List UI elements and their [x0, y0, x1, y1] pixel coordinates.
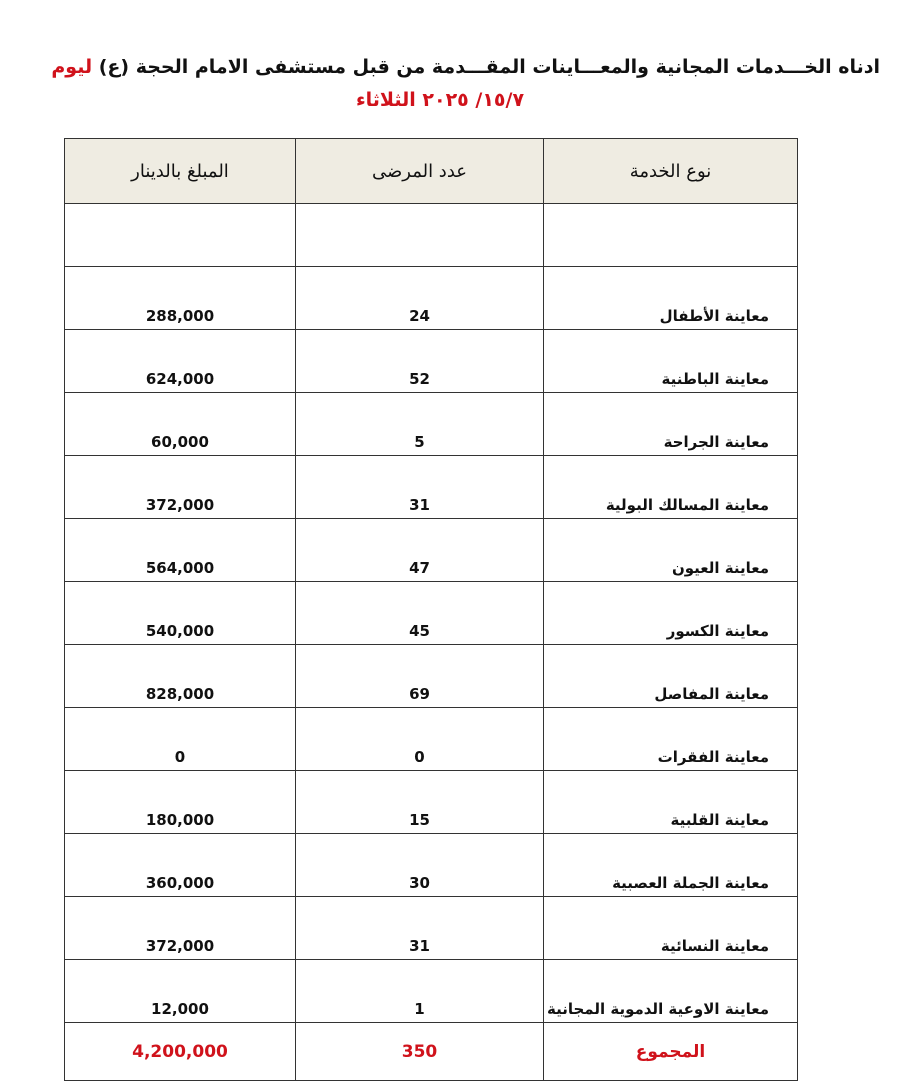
patients-cell: 1 — [296, 960, 544, 1023]
amount-cell: 0 — [65, 708, 296, 771]
table-row — [65, 834, 798, 897]
total-row — [65, 1023, 798, 1081]
table-row — [65, 393, 798, 456]
patients-cell: 31 — [296, 897, 544, 960]
service-cell: معاينة الباطنية — [544, 330, 798, 393]
amount-cell: 180,000 — [65, 771, 296, 834]
amount-cell: 564,000 — [65, 519, 296, 582]
amount-cell: 540,000 — [65, 582, 296, 645]
report-date: ١٥/٧/ ٢٠٢٥ الثلاثاء — [355, 89, 525, 111]
patients-cell: 31 — [296, 456, 544, 519]
service-cell: معاينة الجراحة — [544, 393, 798, 456]
service-cell: معاينة القلبية — [544, 771, 798, 834]
column-header-patients: عدد المرضى — [296, 139, 544, 204]
table-header-row — [65, 139, 798, 204]
amount-cell: 624,000 — [65, 330, 296, 393]
patients-cell: 15 — [296, 771, 544, 834]
amount-cell: 288,000 — [65, 267, 296, 330]
service-cell: معاينة الجملة العصبية — [544, 834, 798, 897]
table-row — [65, 456, 798, 519]
patients-cell: 30 — [296, 834, 544, 897]
service-cell: معاينة الكسور — [544, 582, 798, 645]
patients-cell: 45 — [296, 582, 544, 645]
report-title-main: ادناه الخـــدمات المجانية والمعـــاينات المقـــدمة من قبل مستشفى الامام الحجة (ع) — [98, 56, 880, 78]
service-cell: معاينة المفاصل — [544, 645, 798, 708]
total-patients: 350 — [296, 1023, 544, 1081]
patients-cell: 47 — [296, 519, 544, 582]
table-row — [65, 960, 798, 1023]
empty-cell — [544, 204, 798, 267]
column-header-amount: المبلغ بالدينار — [65, 139, 296, 204]
report-title — [40, 50, 880, 84]
empty-cell — [65, 204, 296, 267]
amount-cell: 60,000 — [65, 393, 296, 456]
patients-cell: 5 — [296, 393, 544, 456]
table-row — [65, 519, 798, 582]
patients-cell: 52 — [296, 330, 544, 393]
table-row — [65, 582, 798, 645]
table-row — [65, 708, 798, 771]
patients-cell: 24 — [296, 267, 544, 330]
service-cell: معاينة الاوعية الدموية المجانية — [544, 960, 798, 1023]
report-title-day-label: ليوم — [51, 56, 93, 78]
total-amount: 4,200,000 — [65, 1023, 296, 1081]
report-header — [40, 50, 880, 116]
table-row — [65, 645, 798, 708]
table-spacer-row — [65, 204, 798, 267]
service-cell: معاينة العيون — [544, 519, 798, 582]
table-row — [65, 771, 798, 834]
table-row — [65, 267, 798, 330]
service-cell: معاينة النسائية — [544, 897, 798, 960]
empty-cell — [296, 204, 544, 267]
service-cell: معاينة المسالك البولية — [544, 456, 798, 519]
table-row — [65, 897, 798, 960]
table-row — [65, 330, 798, 393]
column-header-service: نوع الخدمة — [544, 139, 798, 204]
patients-cell: 0 — [296, 708, 544, 771]
amount-cell: 372,000 — [65, 897, 296, 960]
amount-cell: 360,000 — [65, 834, 296, 897]
service-cell: معاينة الأطفال — [544, 267, 798, 330]
services-table — [64, 138, 798, 1081]
service-cell: معاينة الفقرات — [544, 708, 798, 771]
amount-cell: 12,000 — [65, 960, 296, 1023]
amount-cell: 828,000 — [65, 645, 296, 708]
total-label: المجموع — [544, 1023, 798, 1081]
patients-cell: 69 — [296, 645, 544, 708]
amount-cell: 372,000 — [65, 456, 296, 519]
